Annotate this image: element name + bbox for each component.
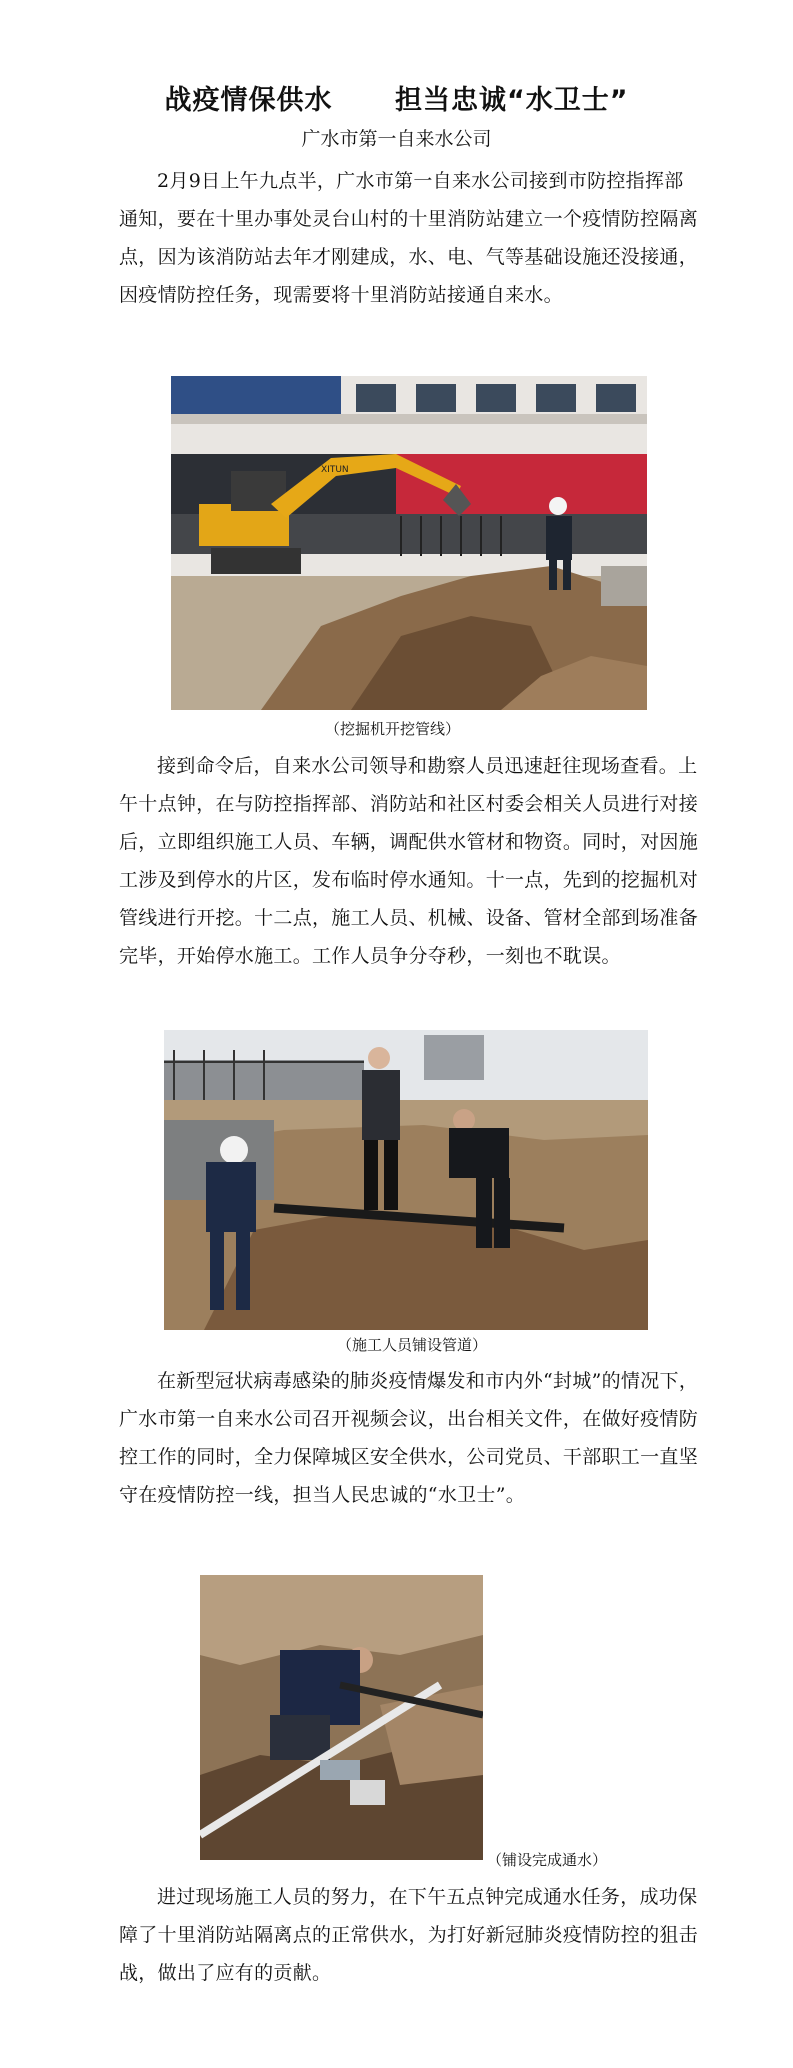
article-title: 战疫情保供水 担当忠诚“水卫士” bbox=[164, 85, 629, 116]
photo-water-connected bbox=[200, 1575, 483, 1860]
paragraph-4: 进过现场施工人员的努力，在下午五点钟完成通水任务，成功保障了十里消防站隔离点的正常供水，为打好新冠肺炎疫情防控的狙击战，做出了应有的贡献。 bbox=[119, 1886, 699, 1984]
paragraph-3: 在新型冠状病毒感染的肺炎疫情爆发和市内外“封城”的情况下，广水市第一自来水公司召开视频会议，出台相关文件，在做好疫情防控工作的同时，全力保障城区安全供水，公司党员、干部职工一直坚守在疫情防控一线，担当人民忠诚的“水卫士”。 bbox=[119, 1370, 699, 1506]
article-author: 广水市第一自来水公司 bbox=[301, 128, 492, 150]
photo-pipe-laying bbox=[164, 1030, 648, 1330]
photo-excavator bbox=[171, 376, 647, 710]
paragraph-1: 2月9日上午九点半，广水市第一自来水公司接到市防控指挥部通知，要在十里办事处灵台山村的十里消防站建立一个疫情防控隔离点，因为该消防站去年才刚建成，水、电、气等基础设施还没接通，因疫情防控任务，现需要将十里消防站接通自来水。 bbox=[119, 170, 699, 306]
photo-water-connected-caption: （铺设完成通水） bbox=[487, 1851, 608, 1869]
photo-pipe-laying-caption: （施工人员铺设管道） bbox=[337, 1336, 488, 1354]
photo-excavator-caption: （挖掘机开挖管线） bbox=[325, 720, 461, 738]
paragraph-2: 接到命令后，自来水公司领导和勘察人员迅速赶往现场查看。上午十点钟，在与防控指挥部、消防站和社区村委会相关人员进行对接后，立即组织施工人员、车辆，调配供水管材和物资。同时，对因施工涉及到停水的片区，发布临时停水通知。十一点，先到的挖掘机对管线进行开挖。十二点，施工人员、机械、设备、管材全部到场准备完毕，开始停水施工。工作人员争分夺秒，一刻也不耽误。 bbox=[119, 755, 699, 967]
excavator-brand-text: XITUN bbox=[321, 465, 349, 475]
